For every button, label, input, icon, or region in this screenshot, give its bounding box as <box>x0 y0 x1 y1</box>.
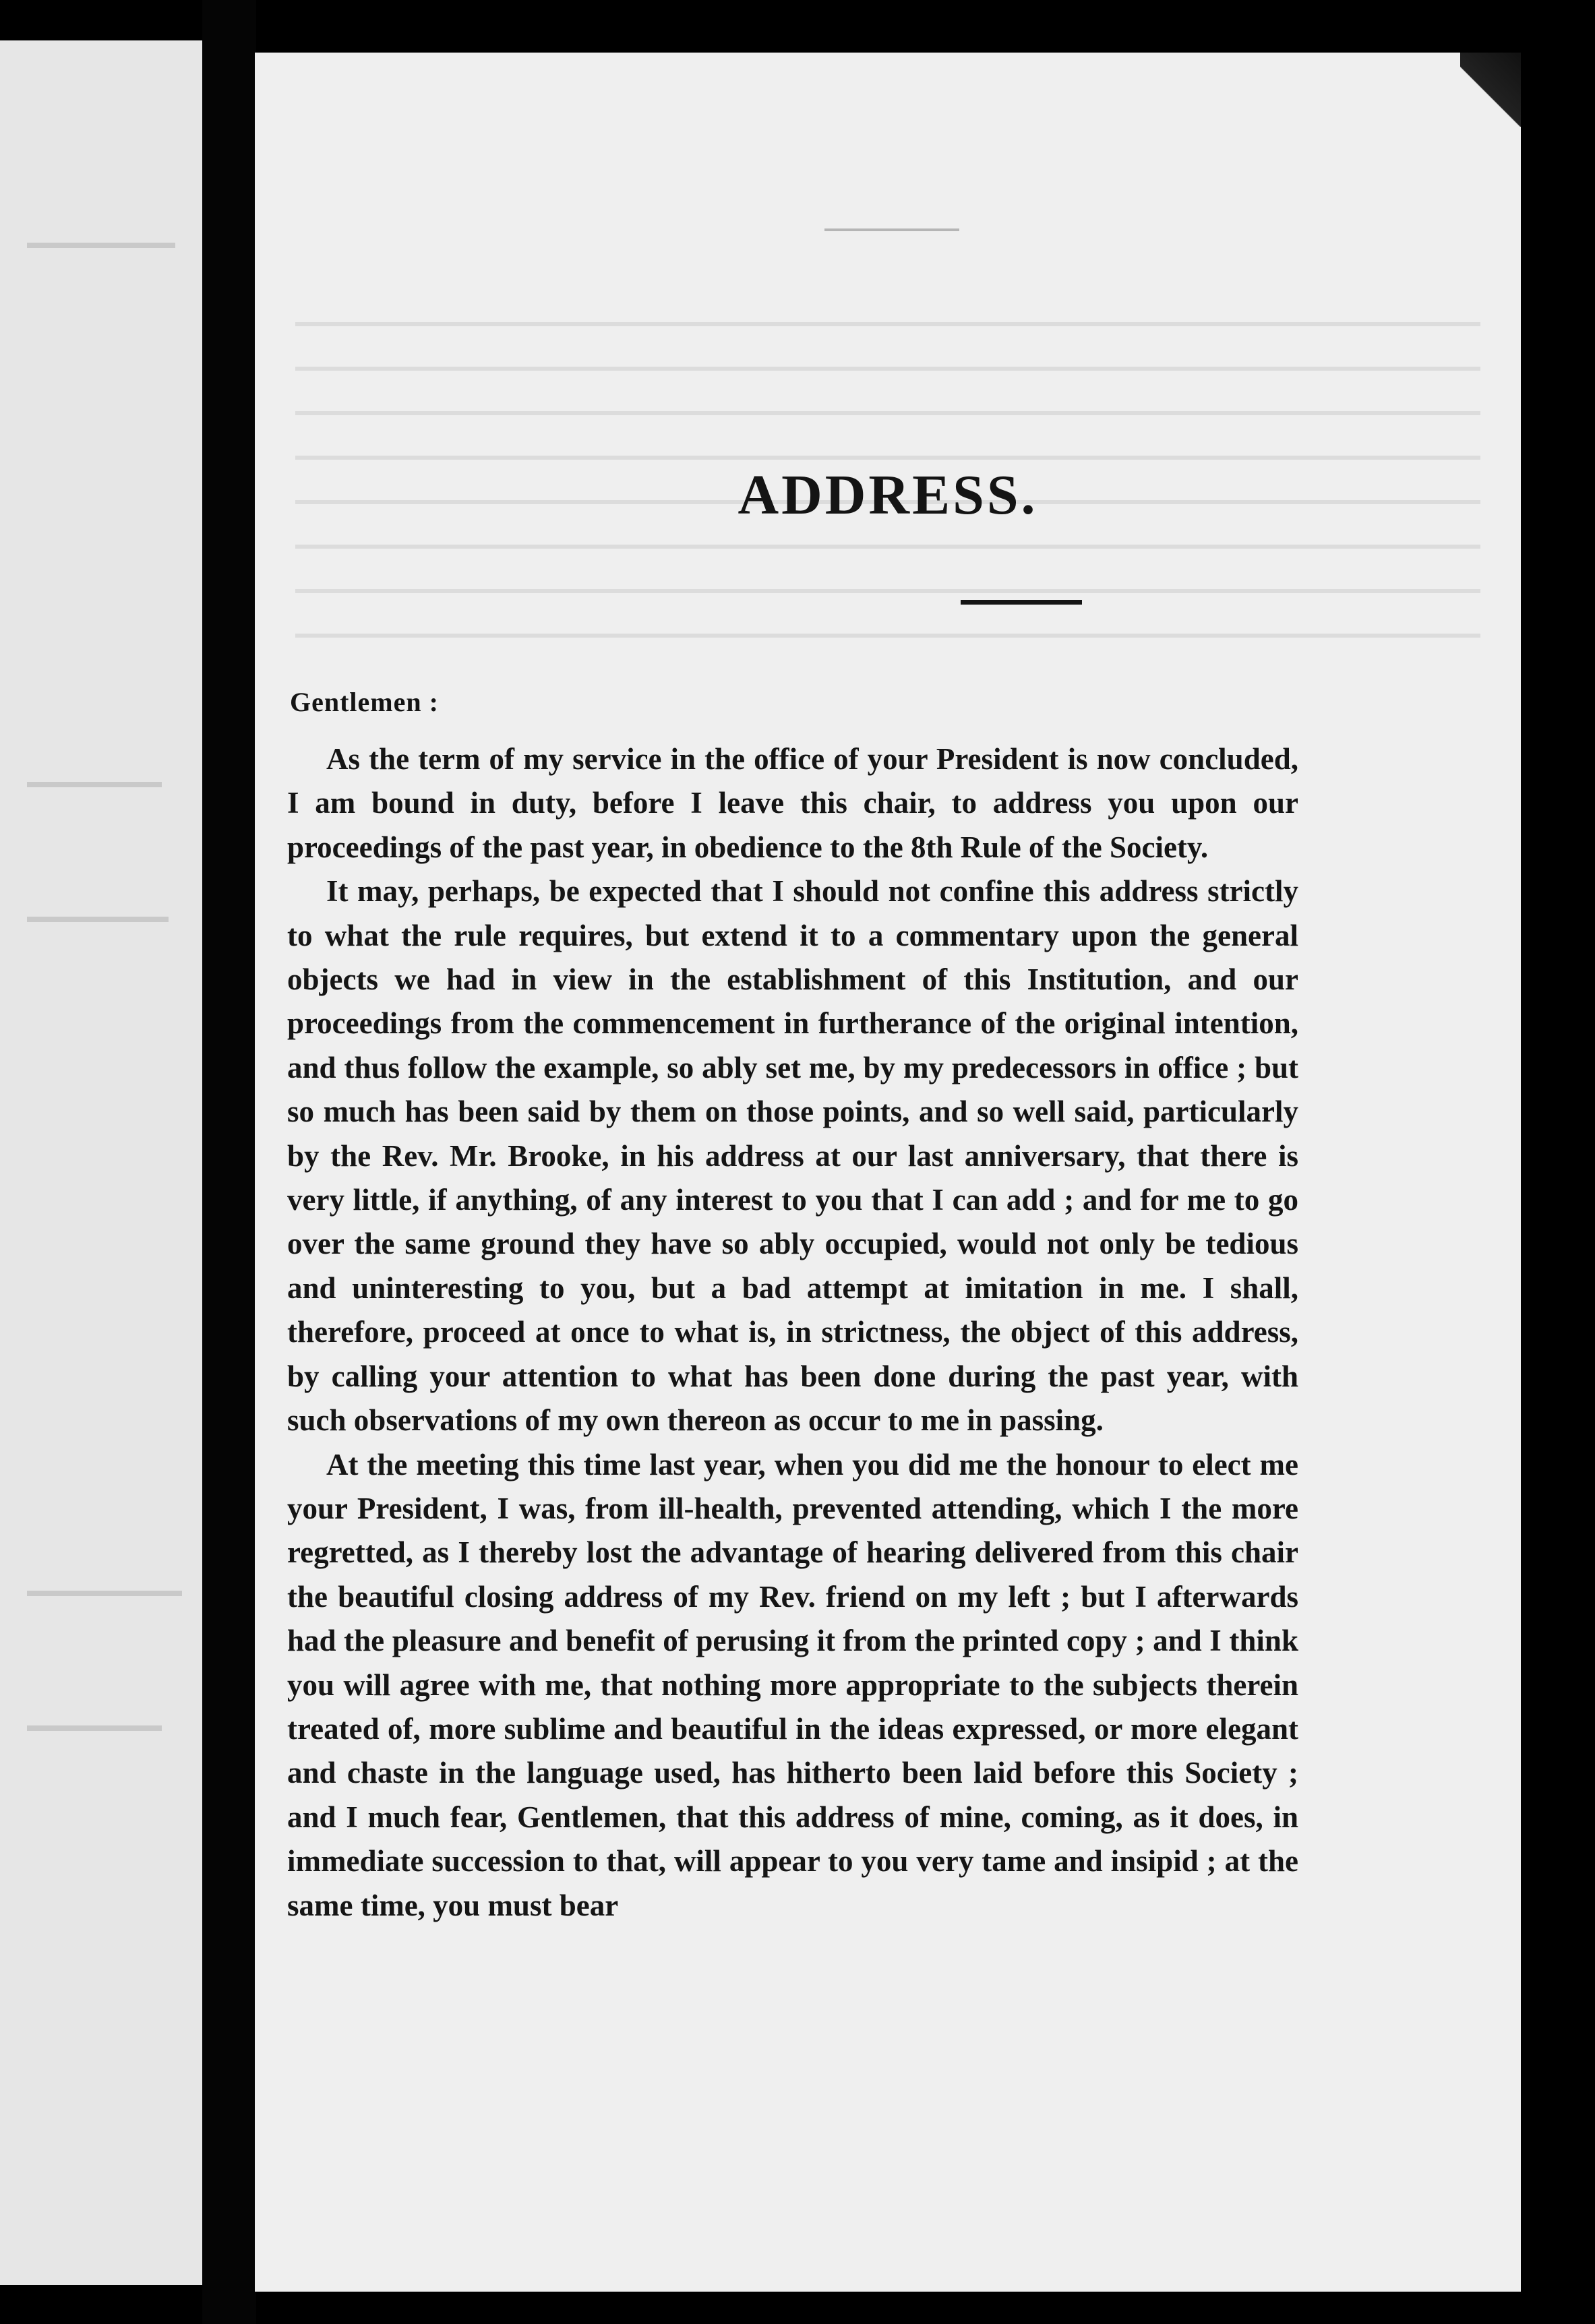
document-page <box>255 53 1521 2292</box>
book-gutter <box>202 0 256 2324</box>
bleed-through-line <box>295 545 1480 549</box>
bleed-through-line <box>27 1725 162 1731</box>
bleed-through-line <box>295 456 1480 460</box>
bleed-through-line <box>295 322 1480 326</box>
salutation: Gentlemen : <box>290 687 439 717</box>
bleed-through-line <box>27 917 169 922</box>
bleed-through-line <box>295 589 1480 593</box>
bleed-through-line <box>295 367 1480 371</box>
paragraph: It may, perhaps, be expected that I should not confine this address strictly to what the rule requires, but extend it to a commentary upon the general objects we had in view in the establishment of this Institution, and our proceedings from the commencement in furtherance of the original intention, and thus follow the example, so ably set me, by my predecessors in office ; but so much has been said by them on those points, and so well said, particularly by the Rev. Mr. Brooke, in his address at our last anniversary, that there is very little, if anything, of any interest to you that I can add ; and for me to go over the same ground they have so ably occupied, would not only be tedious and uninteresting to you, but a bad attempt at imitation in me. I shall, therefore, proceed at once to what is, in strictness, the object of this address, by calling your attention to what has been done during the past year, with such observations of my own thereon as occur to me in passing. <box>287 874 1298 1438</box>
paragraph: At the meeting this time last year, when you did me the honour to elect me your President, I was, from ill-health, prevented attending, which I the more regretted, as I thereby lost the advantage of hearing delivered from this chair the beautiful closing address of my Rev. friend on my left ; but I afterwards had the pleasure and benefit of perusing it from the printed copy ; and I think you will agree with me, that nothing more appropriate to the subjects therein treated of, more sublime and beautiful in the ideas expressed, or more elegant and chaste in the language used, has hitherto been laid before this Society ; and I much fear, Gentlemen, that this address of mine, coming, as it does, in immediate succession to that, will appear to you very tame and insipid ; at the same time, you must bear <box>287 1447 1298 1922</box>
bleed-through-line <box>27 1591 182 1596</box>
bleed-through-line <box>27 782 162 787</box>
bleed-through-line <box>295 634 1480 638</box>
page-corner-fold <box>1460 53 1521 127</box>
bleed-through-line <box>27 243 175 248</box>
title-rule <box>961 600 1082 605</box>
bleed-through-line <box>295 411 1480 415</box>
page-title: ADDRESS. <box>738 464 1038 526</box>
facing-page <box>0 40 202 2285</box>
body-text <box>287 737 1298 1928</box>
paragraph: As the term of my service in the office of your President is now concluded, I am bound in duty, before I leave this chair, to address you upon our proceedings of the past year, in obedience to the 8th Rule of the Society. <box>287 742 1298 864</box>
bleed-through-rule <box>824 228 959 231</box>
